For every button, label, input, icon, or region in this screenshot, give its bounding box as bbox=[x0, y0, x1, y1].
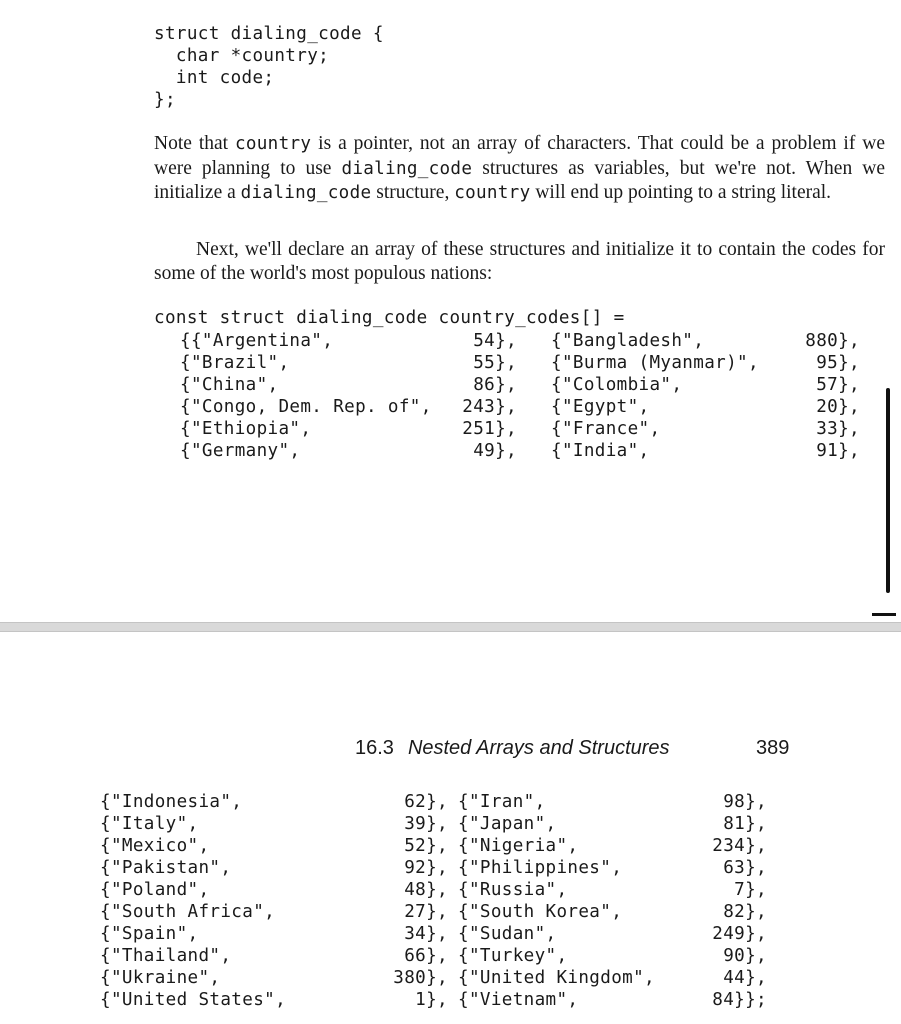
dialing-code-value: 39}, bbox=[404, 814, 448, 834]
country-name: {"Pakistan", bbox=[100, 858, 232, 878]
dialing-code-value: 54}, bbox=[473, 331, 517, 351]
country-name: {"Poland", bbox=[100, 880, 210, 900]
dialing-code-value: 66}, bbox=[404, 946, 448, 966]
dialing-code-value: 98}, bbox=[723, 792, 767, 812]
inline-code: dialing_code bbox=[240, 183, 372, 203]
dialing-code-value: 82}, bbox=[723, 902, 767, 922]
paragraph-text: is a pointer, not an array of characters. That could be a problem if we were planning to use bbox=[154, 133, 885, 179]
paragraph-text: Note that bbox=[154, 133, 235, 154]
country-name: {"France", bbox=[551, 419, 661, 439]
country-name: {"United States", bbox=[100, 990, 287, 1010]
country-name: {"Philippines", bbox=[458, 858, 623, 878]
country-name: {"Nigeria", bbox=[458, 836, 579, 856]
dialing-code-value: 62}, bbox=[404, 792, 448, 812]
dialing-code-value: 84}}; bbox=[712, 990, 767, 1010]
dialing-code-value: 380}, bbox=[393, 968, 448, 988]
page-edge-mark bbox=[872, 613, 896, 616]
dialing-code-value: 251}, bbox=[462, 419, 517, 439]
dialing-code-value: 92}, bbox=[404, 858, 448, 878]
dialing-code-value: 86}, bbox=[473, 375, 517, 395]
page-separator bbox=[0, 622, 901, 632]
country-name: {"United Kingdom", bbox=[458, 968, 655, 988]
country-name: {"Bangladesh", bbox=[551, 331, 705, 351]
dialing-code-value: 243}, bbox=[462, 397, 517, 417]
dialing-code-value: 52}, bbox=[404, 836, 448, 856]
paragraph-next: Next, we'll declare an array of these structures and initialize it to contain the codes for some of the world's most populous nations: bbox=[154, 239, 885, 284]
dialing-code-value: 249}, bbox=[712, 924, 767, 944]
dialing-code-value: 55}, bbox=[473, 353, 517, 373]
country-name: {"Brazil", bbox=[180, 353, 290, 373]
paragraph-note bbox=[154, 132, 885, 206]
dialing-code-value: 20}, bbox=[816, 397, 860, 417]
country-name: {"Indonesia", bbox=[100, 792, 243, 812]
paragraph-text: structures as variables, but we're not. When we initialize a bbox=[154, 157, 885, 203]
inline-code: country bbox=[235, 134, 312, 154]
inline-code: country bbox=[454, 183, 531, 203]
country-name: {"Iran", bbox=[458, 792, 546, 812]
country-name: {"Russia", bbox=[458, 880, 568, 900]
country-name: {"Ethiopia", bbox=[180, 419, 312, 439]
dialing-code-value: 33}, bbox=[816, 419, 860, 439]
country-name: {"South Korea", bbox=[458, 902, 623, 922]
paragraph-text: will end up pointing to a string literal. bbox=[530, 182, 832, 203]
country-name: {"Spain", bbox=[100, 924, 199, 944]
dialing-code-value: 34}, bbox=[404, 924, 448, 944]
dialing-code-value: 91}, bbox=[816, 441, 860, 461]
country-name: {"Burma (Myanmar)", bbox=[551, 353, 759, 373]
country-name: {"Turkey", bbox=[458, 946, 568, 966]
dialing-code-value: 7}, bbox=[734, 880, 767, 900]
page-number: 389 bbox=[756, 737, 790, 759]
paragraph-text: structure, bbox=[371, 182, 455, 203]
array-declaration: const struct dialing_code country_codes[] = bbox=[154, 308, 625, 328]
country-name: {"Japan", bbox=[458, 814, 557, 834]
dialing-code-value: 49}, bbox=[473, 441, 517, 461]
country-name: {"Sudan", bbox=[458, 924, 557, 944]
dialing-code-value: 95}, bbox=[816, 353, 860, 373]
country-name: {"Vietnam", bbox=[458, 990, 579, 1010]
country-name: {"Egypt", bbox=[551, 397, 650, 417]
country-name: {"Mexico", bbox=[100, 836, 210, 856]
running-head bbox=[355, 737, 670, 760]
inline-code: dialing_code bbox=[341, 158, 473, 179]
country-name: {"Ukraine", bbox=[100, 968, 221, 988]
struct-code-line: }; bbox=[154, 90, 176, 110]
struct-code-line: int code; bbox=[154, 68, 275, 88]
dialing-code-value: 81}, bbox=[723, 814, 767, 834]
dialing-code-value: 90}, bbox=[723, 946, 767, 966]
country-name: {"South Africa", bbox=[100, 902, 276, 922]
country-name: {"Germany", bbox=[180, 441, 301, 461]
country-name: {"China", bbox=[180, 375, 279, 395]
dialing-code-value: 63}, bbox=[723, 858, 767, 878]
dialing-code-value: 48}, bbox=[404, 880, 448, 900]
dialing-code-value: 234}, bbox=[712, 836, 767, 856]
country-name: {"India", bbox=[551, 441, 650, 461]
dialing-code-value: 1}, bbox=[415, 990, 448, 1010]
dialing-code-value: 44}, bbox=[723, 968, 767, 988]
struct-code-line: char *country; bbox=[154, 46, 330, 66]
country-name: {{"Argentina", bbox=[180, 331, 334, 351]
country-name: {"Italy", bbox=[100, 814, 199, 834]
dialing-code-value: 57}, bbox=[816, 375, 860, 395]
section-title: Nested Arrays and Structures bbox=[407, 737, 670, 759]
country-name: {"Thailand", bbox=[100, 946, 232, 966]
dialing-code-value: 880}, bbox=[805, 331, 860, 351]
country-name: {"Colombia", bbox=[551, 375, 683, 395]
country-name: {"Congo, Dem. Rep. of", bbox=[180, 397, 432, 417]
page-edge-shadow bbox=[886, 388, 890, 593]
dialing-code-value: 27}, bbox=[404, 902, 448, 922]
struct-code-line: struct dialing_code { bbox=[154, 24, 384, 44]
section-number: 16.3 bbox=[355, 737, 394, 759]
